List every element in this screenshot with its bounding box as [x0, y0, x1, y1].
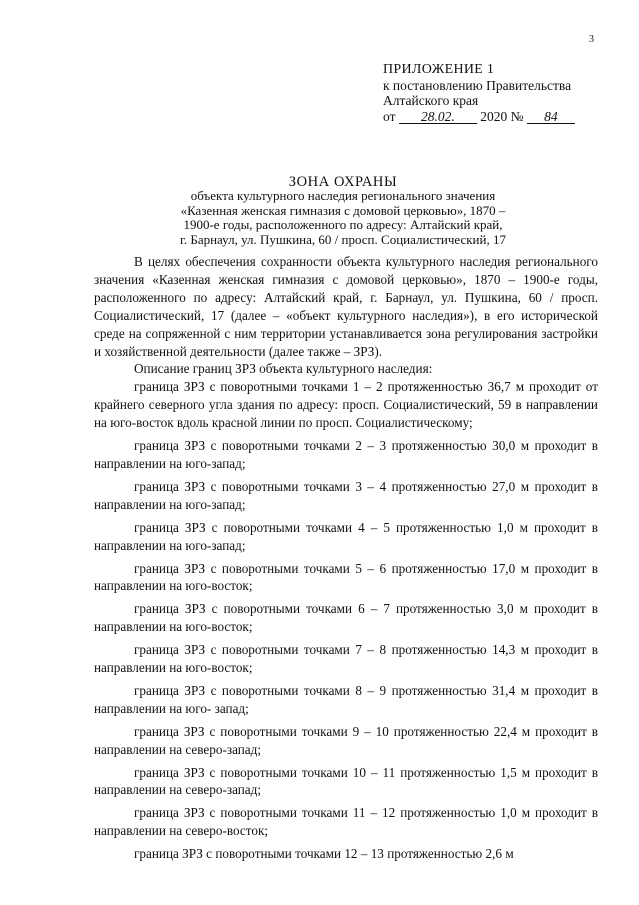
appendix-title: ПРИЛОЖЕНИЕ 1: [383, 62, 495, 77]
paragraph-intro: В целях обеспечения сохранности объекта культурного наследия регионального значения «Казенная женская гимназия с домовой церковью», 1870 – 1900-е годы, расположенного по адресу: Алтайский край, г. Барнаул, ул. Пушкина, 60 / просп. Социалистический, 17 (далее – «объект культурного наследия»), в его исторической среде на сопряженной с ним территории устанавливается зона регулирования застройки и хозяйственной деятельности (далее также – ЗРЗ).: [94, 254, 598, 359]
page-number: 3: [589, 34, 594, 45]
paragraph-boundary-3-4: граница ЗРЗ с поворотными точками 3 – 4 протяженностью 27,0 м проходит в направлении на юго-запад;: [94, 478, 598, 512]
from-label: от: [383, 108, 396, 124]
appendix-line-region: Алтайского края: [383, 93, 479, 108]
paragraph-boundary-2-3: граница ЗРЗ с поворотными точками 2 – 3 протяженностью 30,0 м проходит в направлении на юго-запад;: [94, 438, 598, 471]
paragraph-boundary-4-5: граница ЗРЗ с поворотными точками 4 – 5 протяженностью 1,0 м проходит в направлении на юго-запад;: [94, 519, 598, 553]
title-line-2: «Казенная женская гимназия с домовой церковью», 1870 –: [180, 202, 506, 218]
appendix-line-resolution: к постановлению Правительства: [383, 77, 572, 93]
paragraph-boundary-12-13: граница ЗРЗ с поворотными точками 12 – 13 протяженностью 2,6 м: [134, 846, 514, 862]
title-line-1: объекта культурного наследия регионального значения: [190, 188, 496, 204]
title-main: ЗОНА ОХРАНЫ: [288, 174, 398, 190]
appendix-block: [383, 62, 623, 124]
paragraph-boundary-7-8: граница ЗРЗ с поворотными точками 7 – 8 протяженностью 14,3 м проходит в направлении на юго-восток;: [94, 642, 598, 676]
document-body: [94, 253, 598, 863]
resolution-date: 28.02.: [399, 110, 477, 124]
paragraph-boundaries-heading: Описание границ ЗРЗ объекта культурного наследия:: [134, 361, 433, 377]
resolution-number: 84: [527, 110, 575, 124]
paragraph-boundary-10-11: граница ЗРЗ с поворотными точками 10 – 11 протяженностью 1,5 м проходит в направлении на северо-запад;: [94, 764, 598, 798]
appendix-date-line: [383, 109, 623, 125]
document-title: [118, 175, 568, 247]
title-line-3: 1900-е годы, расположенного по адресу: Алтайский край,: [183, 217, 503, 233]
paragraph-boundary-11-12: граница ЗРЗ с поворотными точками 11 – 12 протяженностью 1,0 м проходит в направлении на северо-восток;: [94, 805, 598, 839]
paragraph-boundary-5-6: граница ЗРЗ с поворотными точками 5 – 6 протяженностью 17,0 м проходит в направлении на юго-восток;: [94, 560, 598, 594]
title-line-4: г. Барнаул, ул. Пушкина, 60 / просп. Социалистический, 17: [180, 231, 506, 247]
paragraph-boundary-6-7: граница ЗРЗ с поворотными точками 6 – 7 протяженностью 3,0 м проходит в направлении на юго-восток;: [94, 601, 598, 635]
paragraph-boundary-1-2: граница ЗРЗ с поворотными точками 1 – 2 протяженностью 36,7 м проходит от крайнего северного угла здания по адресу: просп. Социалистический, 59 в направлении на юго-восток вдоль красной линии по просп. Социалистическому;: [94, 379, 598, 431]
paragraph-boundary-8-9: граница ЗРЗ с поворотными точками 8 – 9 протяженностью 31,4 м проходит в направлении на юго- запад;: [94, 682, 598, 716]
paragraph-boundary-9-10: граница ЗРЗ с поворотными точками 9 – 10 протяженностью 22,4 м проходит в направлении на северо-запад;: [94, 723, 598, 757]
year-label: 2020 №: [480, 108, 524, 124]
